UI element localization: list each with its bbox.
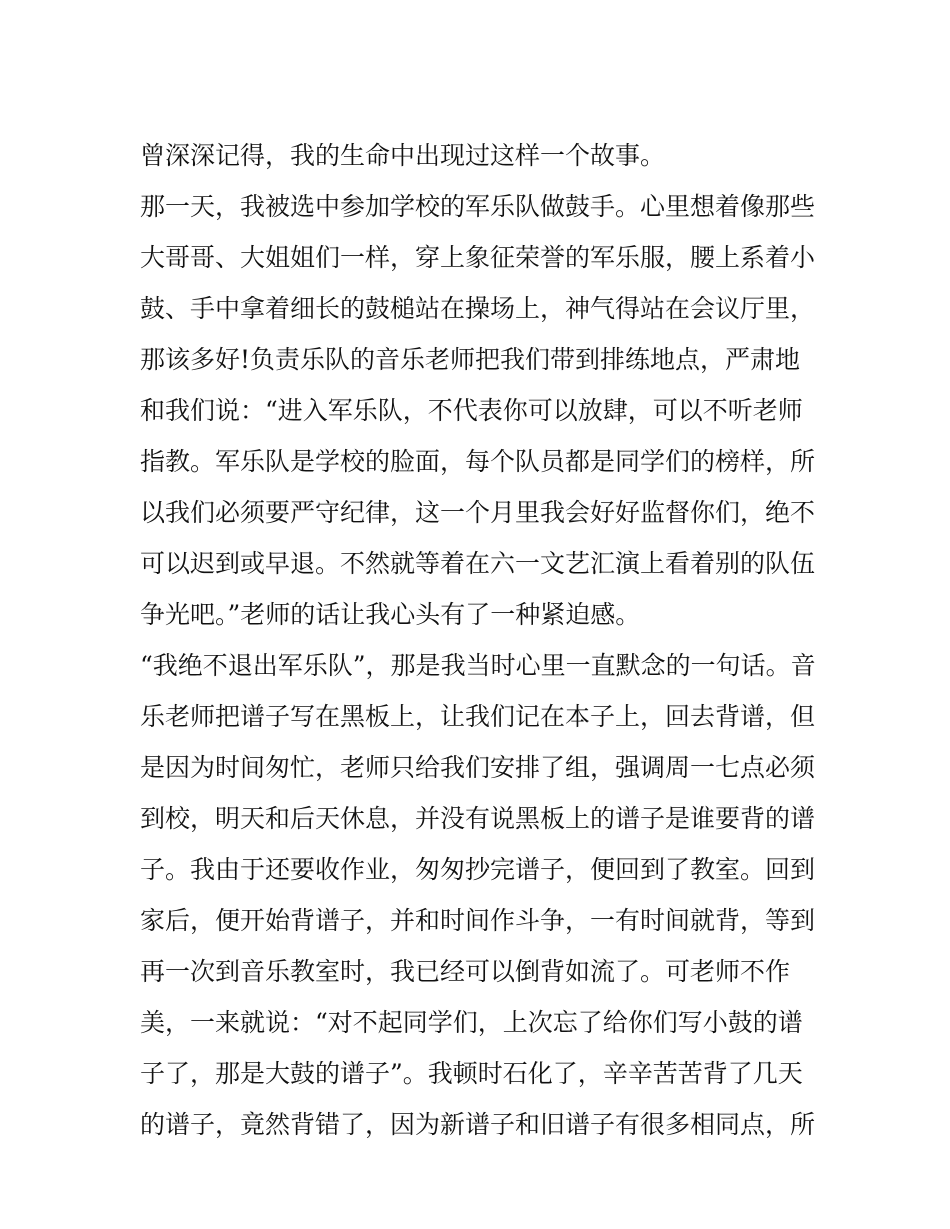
text-line-4: 鼓、手中拿着细长的鼓槌站在操场上，神气得站在会议厅里，: [140, 294, 816, 323]
text-line-7: 指教。军乐队是学校的脸面，每个队员都是同学们的榜样，所: [140, 447, 816, 476]
text-line-17: 再一次到音乐教室时，我已经可以倒背如流了。可老师不作: [140, 957, 791, 986]
text-line-10: 争光吧。”老师的话让我心头有了一种紧迫感。: [140, 600, 641, 629]
text-line-9: 可以迟到或早退。不然就等着在六一文艺汇演上看着别的队伍: [140, 549, 816, 578]
text-line-18: 美，一来就说：“对不起同学们，上次忘了给你们写小鼓的谱: [140, 1008, 803, 1037]
text-line-12: 乐老师把谱子写在黑板上，让我们记在本子上，回去背谱，但: [140, 702, 816, 731]
text-line-11: “我绝不退出军乐队”，那是我当时心里一直默念的一句话。音: [140, 651, 816, 680]
text-line-5: 那该多好!负责乐队的音乐老师把我们带到排练地点，严肃地: [140, 345, 801, 374]
text-line-8: 以我们必须要严守纪律，这一个月里我会好好监督你们，绝不: [140, 498, 816, 527]
text-line-3: 大哥哥、大姐姐们一样，穿上象征荣誉的军乐服，腰上系着小: [140, 243, 816, 272]
text-line-13: 是因为时间匆忙，老师只给我们安排了组，强调周一七点必须: [140, 753, 816, 782]
text-line-6: 和我们说：“进入军乐队，不代表你可以放肆，可以不听老师: [140, 396, 803, 425]
text-line-16: 家后，便开始背谱子，并和时间作斗争，一有时间就背，等到: [140, 906, 816, 935]
text-line-14: 到校，明天和后天休息，并没有说黑板上的谱子是谁要背的谱: [140, 804, 816, 833]
text-line-15: 子。我由于还要收作业，匆匆抄完谱子，便回到了教室。回到: [140, 855, 816, 884]
text-line-1: 曾深深记得，我的生命中出现过这样一个故事。: [140, 141, 666, 170]
body-text: [140, 130, 820, 1150]
text-line-19: 子了，那是大鼓的谱子”。我顿时石化了，辛辛苦苦背了几天: [140, 1059, 803, 1088]
text-line-2: 那一天，我被选中参加学校的军乐队做鼓手。心里想着像那些: [140, 192, 816, 221]
text-line-20: 的谱子，竟然背错了，因为新谱子和旧谱子有很多相同点，所: [140, 1110, 816, 1139]
